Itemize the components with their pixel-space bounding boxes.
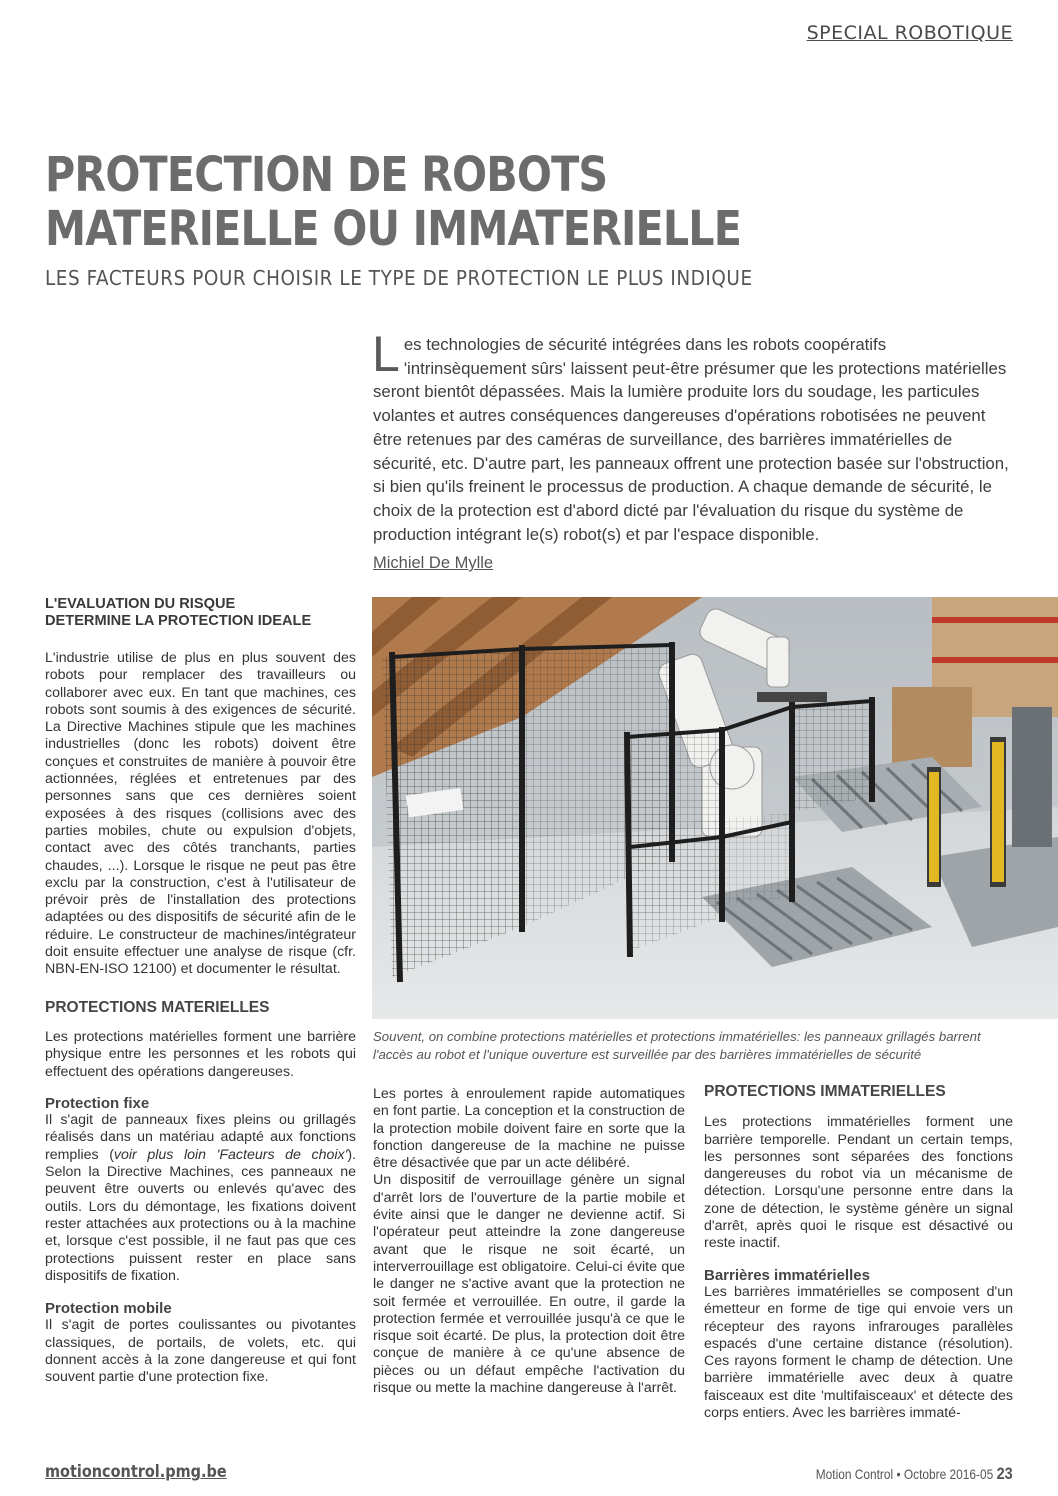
paragraph: Les portes à enroulement rapide automatiques en font partie. La conception et la construction de la protection mobile doivent faire en sorte que la fonction dangereuse de la machine ne puisse être désactivée que par un acte délibéré.: [373, 1086, 685, 1172]
subheading-light-barriers: Barrières immatérielles: [704, 1266, 870, 1284]
robot-cell-photo: [372, 597, 1058, 1019]
intro-text: es technologies de sécurité intégrées dans les robots coopératifs 'intrinsèquement sûrs' laissent peut-être présumer que les protections matérielles seront bientôt dépassées. Mais la lumière produite lors du soudage, les particules volantes et autres conséquences dangereuses d'opérations robotisées ne peuvent être retenues par des caméras de surveillance, des barrières immatérielles de sécurité, etc. D'autre part, les panneaux offrent une protection basée sur l'obstruction, si bien qu'ils freinent le processus de production. A chaque demande de sécurité, le choix de la protection est d'abord dicté par l'évaluation du risque du système de production intégrant le(s) robot(s) et par l'espace disponible.: [373, 335, 1009, 544]
title-line-2: MATERIELLE OU IMMATERIELLE: [45, 201, 742, 257]
subheading-mobile: Protection mobile: [45, 1300, 172, 1318]
heading-line: L'EVALUATION DU RISQUE: [45, 596, 236, 612]
paragraph: Les protections immatérielles forment une barrière temporelle. Pendant un certain temps, les personnes sont séparées des fonctions dangereuses du robot via un mécanisme de détection. Lorsqu'une personne entre dans la zone de détection, le système génère un signal d'arrêt, après quoi le risque est désactivé ou reste inactif.: [704, 1114, 1013, 1252]
paragraph: Il s'agit de portes coulissantes ou pivotantes classiques, de portails, de volets, etc. qui donnent accès à la zone dangereuse et qui font souvent partie d'une protection fixe.: [45, 1317, 356, 1386]
section-heading-immaterial: PROTECTIONS IMMATERIELLES: [704, 1083, 946, 1100]
intro-paragraph: [372, 326, 1013, 546]
article-title: [45, 148, 741, 256]
section-heading-risk: [45, 596, 356, 630]
paragraph: L'industrie utilise de plus en plus souvent des robots pour remplacer des travailleurs ou collaborer avec eux. En tant que machines, ces robots sont soumis à des exigences de sécurité. La Directive Machines stipule que les machines industrielles (donc les robots) doivent être conçues et construites de manière à pouvoir être actionnées, réglées et entretenues par des personnes sans que ces dernières soient exposées à des risques (collisions avec des parties mobiles, chute ou expulsion d'objets, contact avec des côtés tranchants, parties chaudes, ...). Lorsque le risque ne peut pas être exclu par la construction, c'est à l'utilisateur de prévoir près de l'installation des protections adaptées ou des dispositifs de sécurité afin de le réduire. Le constructeur de machines/intégrateur doit ensuite effectuer une analyse de risque (cfr. NBN-EN-ISO 12100) et documenter le résultat.: [45, 650, 356, 978]
title-line-1: PROTECTION DE ROBOTS: [45, 147, 608, 203]
text-run: ). Selon la Directive Machines, ces panneaux ne peuvent être ouverts ou enlevés qu'avec des outils. Lors du démontage, les fixations doivent rester attachées aux protections ou à la machine et, lorsque c'est possible, il ne faut pas que ces protections puissent rester en place sans dispositifs de fixation.: [45, 1146, 356, 1284]
section-heading-material: PROTECTIONS MATERIELLES: [45, 998, 270, 1016]
author-link[interactable]: Michiel De Mylle: [373, 554, 494, 572]
italic-reference: voir plus loin 'Facteurs de choix': [113, 1146, 348, 1163]
paragraph: Les barrières immatérielles se composent d'un émetteur en forme de tige qui envoie vers un récepteur des rayons infrarouges parallèles espacés d'une certaine distance (résolution). Ces rayons forment le champ de détection. Une barrière immatérielle avec deux à quatre faisceaux est dite 'multifaisceaux' et détecte des corps entiers. Avec les barrières immaté-: [704, 1283, 1013, 1422]
drop-cap: L: [372, 326, 400, 382]
heading-line: DETERMINE LA PROTECTION IDEALE: [45, 613, 312, 629]
paragraph: [45, 1112, 356, 1285]
text-run: Il s'agit de panneaux fixes pleins ou grillagés réalisés dans un matériau adapté aux fonctions remplies (: [45, 1112, 356, 1163]
column-1: [45, 596, 356, 1387]
paragraph: Les protections matérielles forment une barrière physique entre les personnes et les robots qui effectuent des opérations dangereuses.: [45, 1028, 356, 1080]
footer-issue: [816, 1464, 1013, 1484]
section-tag: SPECIAL ROBOTIQUE: [806, 22, 1013, 44]
page-number: 23: [996, 1464, 1013, 1483]
issue-label: Motion Control • Octobre 2016-05: [816, 1466, 994, 1482]
column-3: [704, 1083, 1013, 1422]
photo-caption: [373, 1028, 1013, 1064]
paragraph: Un dispositif de verrouillage génère un signal d'arrêt lors de l'ouverture de la partie mobile et évite ainsi que le danger ne devienne actif. Si l'opérateur peut atteindre la zone dangereuse avant que le risque ne soit écarté, un interverrouillage est obligatoire. Celui-ci évite que le danger ne s'active avant que la protection ne soit fermée et verrouillée. En outre, il garde la protection fermée et verrouillée jusqu'à ce que le risque soit écarté. De plus, la protection doit être conçue de manière à ce qu'une absence de pièces ou un défaut empêche l'activation du risque ou mette la machine dangereuse à l'arrêt.: [373, 1172, 685, 1397]
subheading-fixed: Protection fixe: [45, 1094, 150, 1112]
website-link[interactable]: motioncontrol.pmg.be: [45, 1462, 227, 1482]
robot-cell-illustration: [372, 597, 1058, 1019]
caption-line-2: l'accès au robot et l'unique ouverture est surveillée par des barrières immatérielles de sécurité: [373, 1047, 922, 1062]
article-subtitle: LES FACTEURS POUR CHOISIR LE TYPE DE PROTECTION LE PLUS INDIQUE: [45, 266, 753, 290]
caption-line-1: Souvent, on combine protections matérielles et protections immatérielles: les panneaux grillagés barrent: [373, 1029, 981, 1044]
column-2: [373, 1086, 685, 1397]
